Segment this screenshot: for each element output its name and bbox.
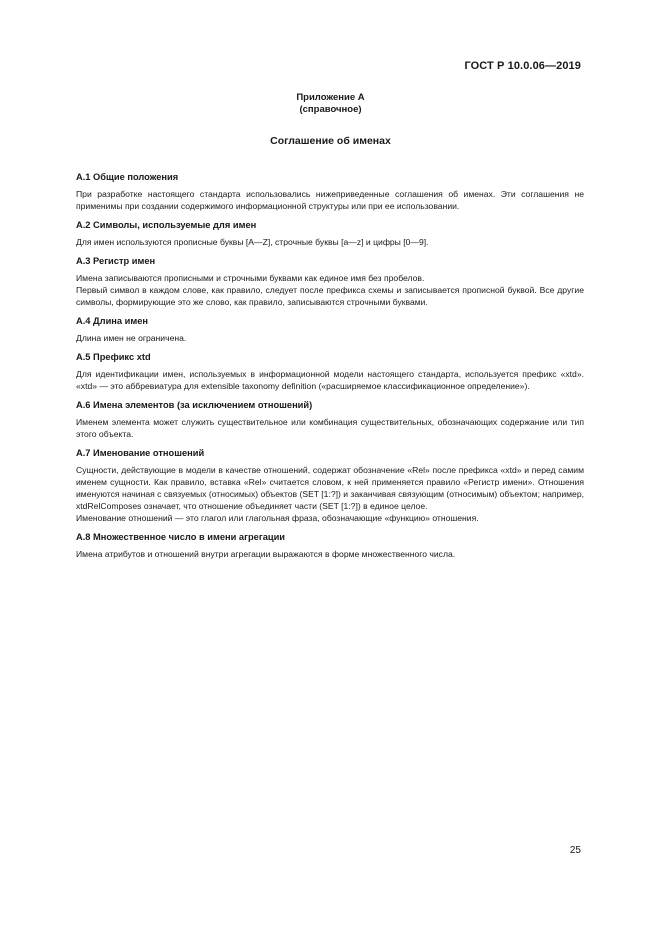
appendix-subtitle: (справочное) bbox=[299, 104, 362, 115]
section-paragraph: Длина имен не ограничена. bbox=[76, 333, 187, 343]
document-title: Соглашение об именах bbox=[270, 135, 391, 147]
section-paragraph: Для имен используются прописные буквы [A—Z], строчные буквы [a—z] и цифры [0—9]. bbox=[76, 237, 429, 247]
section-heading: А.4 Длина имен bbox=[76, 316, 149, 326]
section bbox=[76, 399, 584, 440]
standard-code: ГОСТ Р 10.0.06—2019 bbox=[464, 60, 581, 72]
section-heading: А.7 Именование отношений bbox=[76, 448, 205, 458]
section-heading: А.1 Общие положения bbox=[76, 172, 179, 182]
section bbox=[76, 255, 584, 308]
section-heading: А.5 Префикс xtd bbox=[76, 352, 151, 362]
section-heading: А.6 Имена элементов (за исключением отношений) bbox=[76, 400, 313, 410]
section-paragraph: Имена записываются прописными и строчными буквами как единое имя без пробелов. bbox=[76, 273, 425, 283]
section-paragraph: Имена атрибутов и отношений внутри агрегации выражаются в форме множественного числа. bbox=[76, 549, 456, 559]
section-paragraph: Для идентификации имен, используемых в информационной модели настоящего стандарта, используется префикс «xtd». «xtd» — это аббревиатура для extensible taxonomy definition («расширяемое классификационное определение»). bbox=[76, 369, 584, 391]
section bbox=[76, 531, 584, 560]
section bbox=[76, 315, 584, 344]
appendix-heading bbox=[0, 92, 661, 116]
section-paragraph: Первый символ в каждом слове, как правило, следует после префикса схемы и записывается прописной буквой. Все другие символы, формирующие это же слово, как правило, записываются строчными буквами. bbox=[76, 285, 584, 307]
section-heading: А.8 Множественное число в имени агрегации bbox=[76, 532, 286, 542]
section bbox=[76, 219, 584, 248]
appendix-title: Приложение А bbox=[296, 92, 365, 103]
section-paragraph: Именем элемента может служить существительное или комбинация существительных, обозначающих содержание или тип этого объекта. bbox=[76, 417, 584, 439]
section-heading: А.2 Символы, используемые для имен bbox=[76, 220, 257, 230]
section bbox=[76, 351, 584, 392]
document-body bbox=[76, 171, 584, 567]
page-number: 25 bbox=[569, 845, 581, 856]
section-paragraph: Сущности, действующие в модели в качестве отношений, содержат обозначение «Rel» после префикса «xtd» и перед самим именем сущности. Как правило, вставка «Rel» считается словом, к ней применяется правило «Регистр имени». Отношения именуются начиная с связуемых (относимых) объектов (SET [1:?]) и заканчивая связующим (относимым) объектом; например, xtdRelComposes означает, что отношение объединяет части (SET [1:?]) в единое целое. bbox=[76, 465, 584, 511]
section-paragraph: При разработке настоящего стандарта использовались нижеприведенные соглашения об именах. Эти соглашения не применимы при создании содержимого информационной структуры или при ее использовании. bbox=[76, 189, 584, 211]
section bbox=[76, 447, 584, 524]
section bbox=[76, 171, 584, 212]
section-heading: А.3 Регистр имен bbox=[76, 256, 156, 266]
section-paragraph: Именование отношений — это глагол или глагольная фраза, обозначающие «функцию» отношения. bbox=[76, 513, 479, 523]
